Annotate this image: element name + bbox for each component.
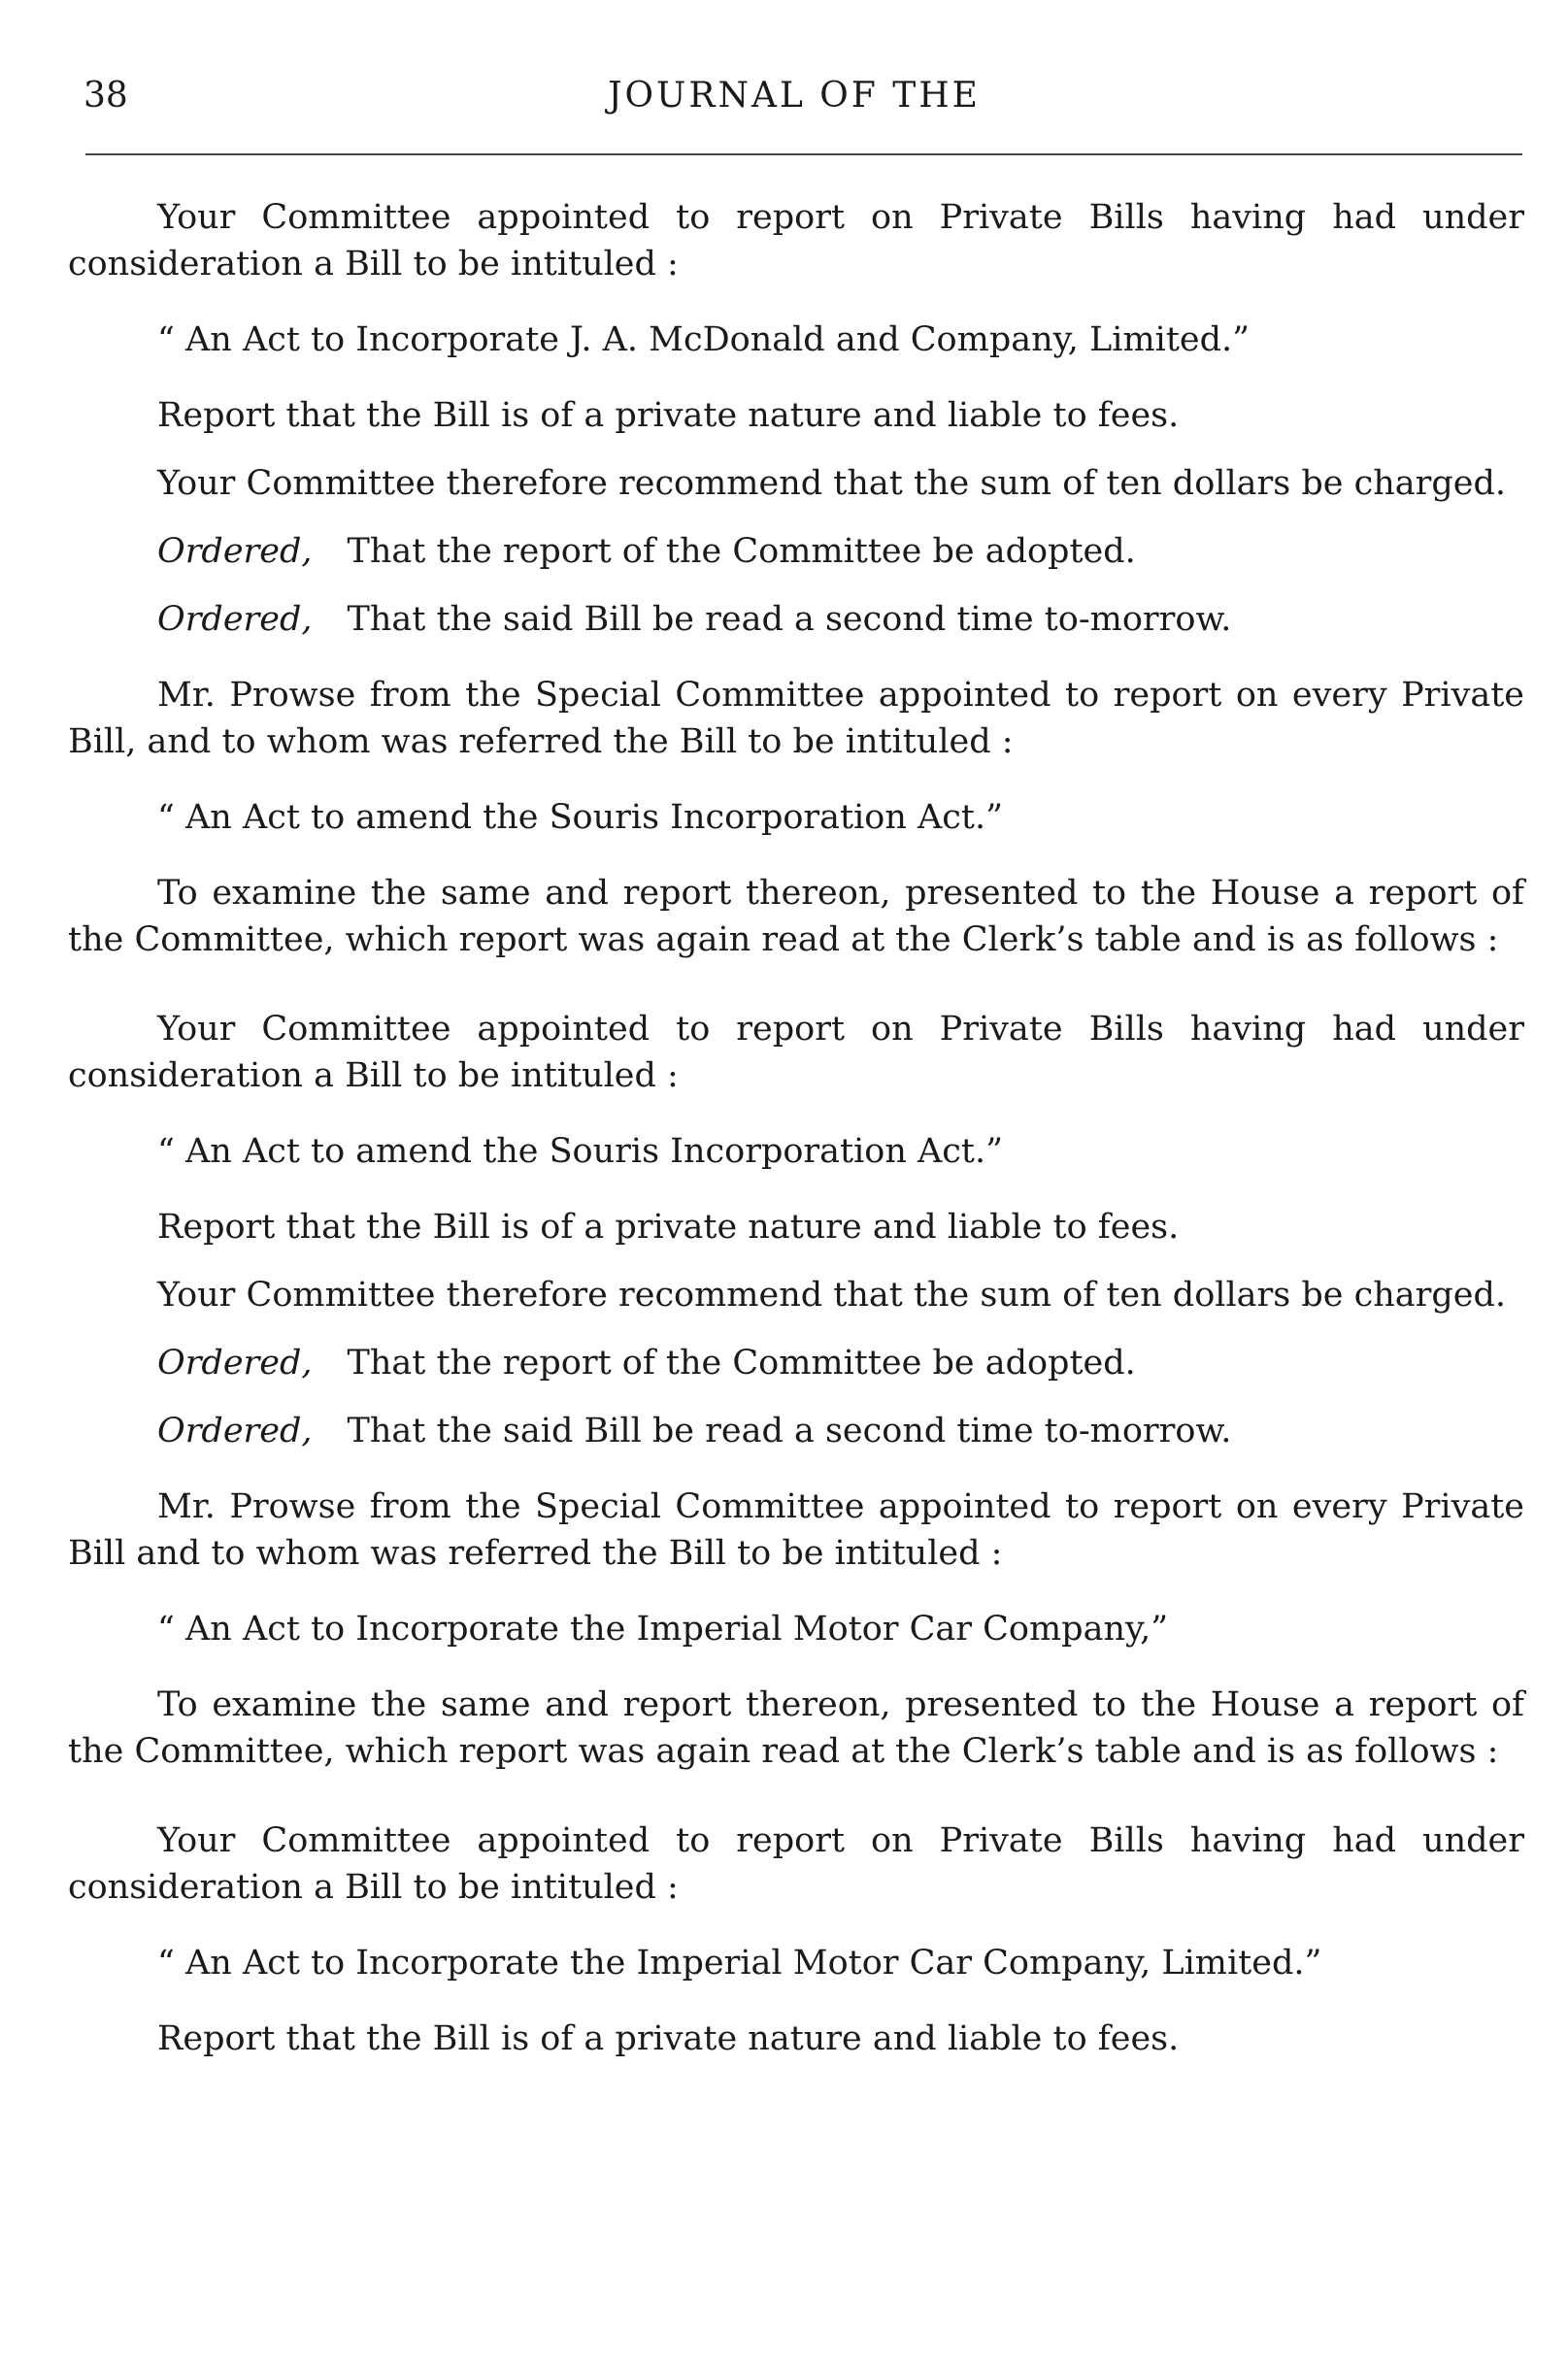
page-header — [47, 76, 1542, 134]
order-text: That the report of the Committee be adopted. — [347, 1344, 1136, 1383]
page-number: 38 — [83, 76, 128, 116]
order-text: That the said Bill be read a second time to-morrow. — [347, 1412, 1232, 1450]
ordered-label: Ordered, — [157, 600, 313, 639]
order-paragraph — [68, 596, 1524, 643]
bill-title-quote: “ An Act to amend the Souris Incorporation Act.” — [157, 1132, 1003, 1171]
header-rule — [85, 153, 1522, 155]
journal-body — [68, 194, 1524, 2091]
paragraph: Your Committee appointed to report on Private Bills having had under consideration a Bill to be intituled : — [68, 1821, 1524, 1907]
paragraph: Mr. Prowse from the Special Committee appointed to report on every Private Bill and to whom was referred the Bill to be intituled : — [68, 1487, 1524, 1573]
bill-title-quote: “ An Act to Incorporate the Imperial Motor Car Company,” — [157, 1610, 1169, 1649]
ordered-label: Ordered, — [157, 1412, 313, 1450]
ordered-label: Ordered, — [157, 532, 313, 571]
paragraph: Your Committee therefore recommend that the sum of ten dollars be charged. — [157, 464, 1506, 503]
paragraph: Your Committee therefore recommend that the sum of ten dollars be charged. — [157, 1276, 1506, 1315]
paragraph: To examine the same and report thereon, presented to the House a report of the Committee, which report was again read at the Clerk’s table and is as follows : — [68, 1685, 1524, 1771]
paragraph: Mr. Prowse from the Special Committee appointed to report on every Private Bill, and to whom was referred the Bill to be intituled : — [68, 676, 1524, 761]
order-paragraph — [68, 1408, 1524, 1454]
paragraph: Your Committee appointed to report on Private Bills having had under consideration a Bill to be intituled : — [68, 1010, 1524, 1095]
order-text: That the report of the Committee be adopted. — [347, 532, 1136, 571]
bill-title-quote: “ An Act to Incorporate the Imperial Motor Car Company, Limited.” — [157, 1944, 1322, 1983]
bill-title-quote: “ An Act to Incorporate J. A. McDonald and Company, Limited.” — [157, 320, 1251, 359]
paragraph: Report that the Bill is of a private nature and liable to fees. — [157, 1208, 1180, 1247]
paragraph: Report that the Bill is of a private nature and liable to fees. — [157, 396, 1180, 435]
running-title: JOURNAL OF THE — [608, 76, 981, 116]
order-text: That the said Bill be read a second time to-morrow. — [347, 600, 1232, 639]
paragraph: Report that the Bill is of a private nature and liable to fees. — [157, 2019, 1180, 2058]
ordered-label: Ordered, — [157, 1344, 313, 1383]
order-paragraph — [68, 1340, 1524, 1386]
order-paragraph — [68, 528, 1524, 575]
bill-title-quote: “ An Act to amend the Souris Incorporation Act.” — [157, 798, 1003, 837]
paragraph: Your Committee appointed to report on Private Bills having had under consideration a Bill to be intituled : — [68, 198, 1524, 283]
paragraph: To examine the same and report thereon, presented to the House a report of the Committee, which report was again read at the Clerk’s table and is as follows : — [68, 874, 1524, 959]
